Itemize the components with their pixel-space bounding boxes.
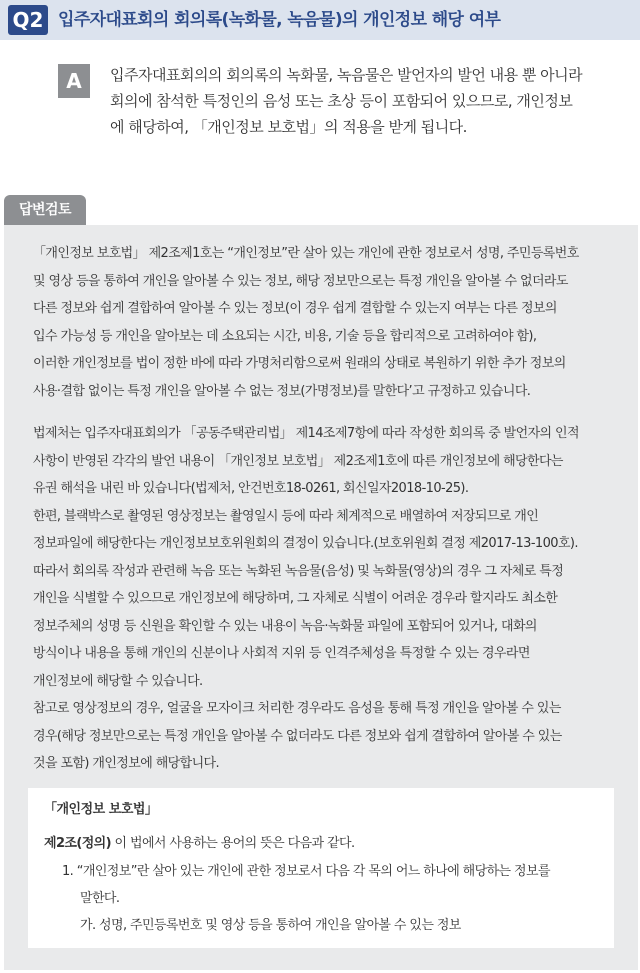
review-line: 유권 해석을 내린 바 있습니다(법제처, 안건번호18-0261, 회신일자2018-10-25). [33, 481, 469, 496]
answer-line: 에 해당하여, 「개인정보 보호법」의 적용을 받게 됩니다. [110, 118, 467, 136]
question-header [0, 0, 640, 40]
review-line: 이러한 개인정보를 법이 정한 바에 따라 가명처리함으로써 원래의 상태로 복원하기 위한 추가 정보의 [33, 356, 566, 371]
law-article [44, 832, 354, 851]
review-tab-label: 답변검토 [4, 195, 86, 225]
review-line: 다른 정보와 쉽게 결합하여 알아볼 수 있는 정보(이 경우 쉽게 결합할 수 있는지 여부는 다른 정보의 [33, 301, 557, 316]
review-line: 사용·결합 없이는 특정 개인을 알아볼 수 없는 정보(가명정보)를 말한다’고 규정하고 있습니다. [33, 383, 531, 399]
review-line: 것을 포함) 개인정보에 해당합니다. [33, 756, 220, 771]
review-paragraph-2 [33, 420, 623, 778]
answer-text [110, 62, 635, 140]
review-line: 참고로 영상정보의 경우, 얼굴을 모자이크 처리한 경우라도 음성을 통해 특정 개인을 알아볼 수 있는 [33, 701, 561, 716]
law-item-1-continued: 말한다. [80, 891, 120, 906]
question-badge: Q2 [8, 5, 48, 35]
review-line: 경우(해당 정보만으로는 특정 개인을 알아볼 수 없더라도 다른 정보와 쉽게 결합하여 알아볼 수 있는 [33, 728, 562, 744]
review-paragraph-1 [33, 240, 623, 405]
review-line: 한편, 블랙박스로 촬영된 영상정보는 촬영일시 등에 따라 체계적으로 배열하여 저장되므로 개인 [33, 508, 539, 524]
law-title: 「개인정보 보호법」 [44, 802, 158, 817]
review-line: 정보파일에 해당한다는 개인정보보호위원회의 결정이 있습니다.(보호위원회 결정 제2017-13-100호). [33, 536, 578, 551]
law-item-1-sub-ga: 가. 성명, 주민등록번호 및 영상 등을 통하여 개인을 알아볼 수 있는 정보 [80, 918, 461, 933]
law-article-label: 제2조(정의) [44, 836, 111, 851]
review-line: 사항이 반영된 각각의 발언 내용이 「개인정보 보호법」 제2조제1호에 따른 개인정보에 해당한다는 [33, 453, 563, 469]
law-item-1: 1. “개인정보”란 살아 있는 개인에 관한 정보로서 다음 각 목의 어느 하나에 해당하는 정보를 [62, 864, 550, 879]
review-line: 개인을 식별할 수 있으므로 개인정보에 해당하며, 그 자체로 식별이 어려운 경우라 할지라도 최소한 [33, 591, 558, 606]
review-line: 입수 가능성 등 개인을 알아보는 데 소요되는 시간, 비용, 기술 등을 합리적으로 고려하여야 함), [33, 328, 537, 344]
review-line: 방식이나 내용을 통해 개인의 신분이나 사회적 지위 등 인격주체성을 특정할 수 있는 경우라면 [33, 646, 530, 661]
review-line: 개인정보에 해당할 수 있습니다. [33, 673, 203, 689]
review-line: 및 영상 등을 통하여 개인을 알아볼 수 있는 정보, 해당 정보만으로는 특정 개인을 알아볼 수 없더라도 [33, 273, 568, 289]
answer-badge: A [58, 64, 90, 98]
review-line: 법제처는 입주자대표회의가 「공동주택관리법」 제14조제7항에 따라 작성한 회의록 중 발언자의 인적 [33, 426, 579, 441]
review-line: 따라서 회의록 작성과 관련해 녹음 또는 녹화된 녹음물(음성) 및 녹화물(영상)의 경우 그 자체로 특정 [33, 563, 564, 579]
law-quote-box [28, 788, 614, 948]
question-title: 입주자대표회의 회의록(녹화물, 녹음물)의 개인정보 해당 여부 [58, 10, 501, 30]
answer-line: 회의에 참석한 특정인의 음성 또는 초상 등이 포함되어 있으므로, 개인정보 [110, 92, 573, 110]
law-article-text: 이 법에서 사용하는 용어의 뜻은 다음과 같다. [110, 836, 355, 851]
review-line: 정보주체의 성명 등 신원을 확인할 수 있는 내용이 녹음·녹화물 파일에 포함되어 있거나, 대화의 [33, 618, 537, 634]
answer-line: 입주자대표회의의 회의록의 녹화물, 녹음물은 발언자의 발언 내용 뿐 아니라 [110, 66, 583, 84]
review-line: 「개인정보 보호법」 제2조제1호는 “개인정보”란 살아 있는 개인에 관한 정보로서 성명, 주민등록번호 [33, 246, 579, 261]
